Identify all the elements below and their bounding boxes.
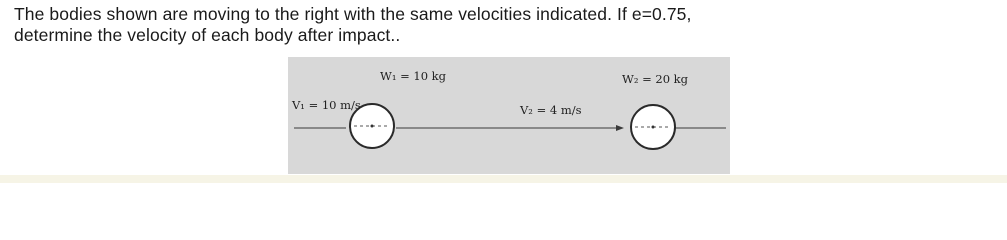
w2-label: W₂ = 20 kg: [622, 72, 688, 86]
w1-label: W₁ = 10 kg: [380, 69, 446, 83]
bottom-strip: [0, 175, 1007, 183]
v1-label: V₁ = 10 m/s: [292, 98, 361, 112]
body-2-center-dot: [652, 126, 655, 129]
problem-line-1: The bodies shown are moving to the right with the same velocities indicated. If e=0.75,: [14, 4, 692, 24]
v2-label: V₂ = 4 m/s: [520, 103, 582, 117]
collision-figure: [288, 57, 730, 174]
problem-statement: [14, 4, 999, 46]
body-1-center-dot: [371, 125, 374, 128]
v2-arrow-head: [616, 125, 624, 131]
problem-line-2: determine the velocity of each body after impact..: [14, 25, 401, 45]
